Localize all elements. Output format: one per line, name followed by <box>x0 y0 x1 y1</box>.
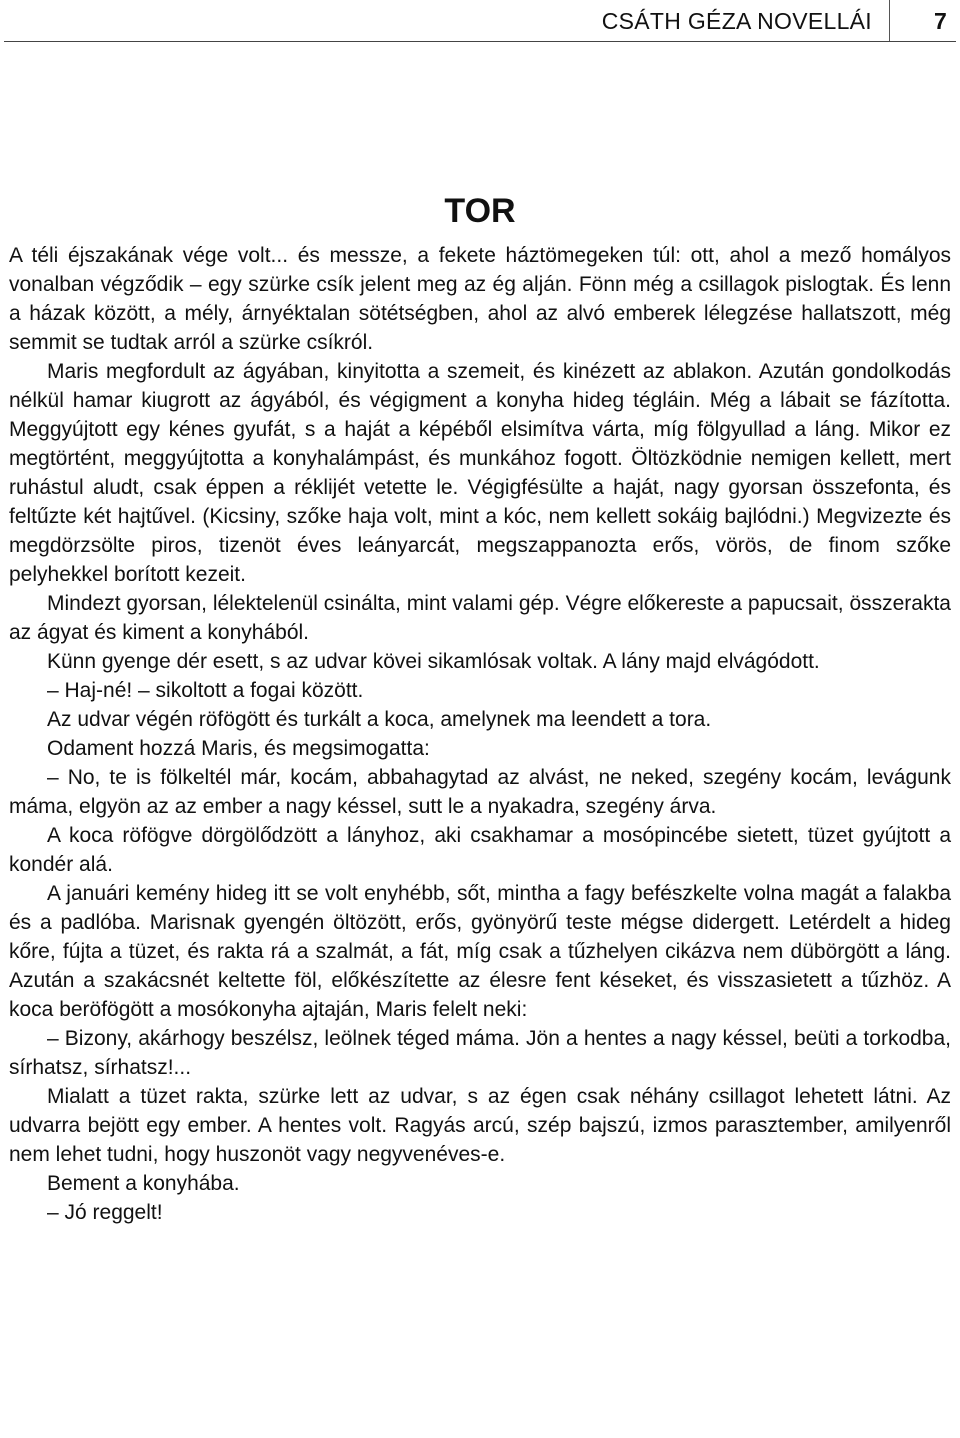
dialogue-line: – Haj-né! – sikoltott a fogai között. <box>47 679 364 702</box>
paragraph: Mialatt a tüzet rakta, szürke lett az udvar, s az égen csak néhány csillagot lehetett látni. Az udvarra bejött egy ember. A hentes volt. Ragyás arcú, szép bajszú, izmos parasztember, amilyenről nem lehet tudni, hogy huszonöt vagy negyvenéves-e. <box>9 1085 951 1166</box>
paragraph: Maris megfordult az ágyában, kinyitotta a szemeit, és kinézett az ablakon. Azután gondolkodás nélkül hamar kiugrott az ágyából, és végigment a konyha hideg tégláin. Még a lábait se fázította. Meggyújtott egy kénes gyufát, s a haját a képéből elsimítva várta, míg fölgyullad a láng. Mikor ez megtörtént, meggyújtotta a konyhalámpást, és munkához fogott. Öltözködnie nemigen kellett, mert ruhástul aludt, csak éppen a réklijét vetette le. Végigfésülte a haját, nagy gyorsan összefonta, és feltűzte két hajtűvel. (Kicsiny, szőke haja volt, mint a kóc, nem kellett sokáig bajlódni.) Megvizezte és megdörzsölte piros, tizenöt éves leányarcát, megszappanozta erős, vörös, de finom szőke pelyhekkel borított kezeit. <box>9 360 951 586</box>
paragraph: A januári kemény hideg itt se volt enyhébb, sőt, mintha a fagy befészkelte volna magát a falakba és a padlóba. Marisnak gyengén öltözött, erős, gyönyörű teste mégse didergett. Letérdelt a hideg kőre, fújta a tüzet, és rakta rá a szalmát, a fát, míg csak a tűzhelyen cikázva nem dübörgött a láng. Azután a szakácsnét keltette föl, előkészítette az élesre fent késeket, és visszasietett a tűzhöz. A koca beröfögött a mosókonyha ajtaján, Maris felelt neki: <box>9 882 951 1021</box>
running-header <box>0 0 960 44</box>
paragraph: A téli éjszakának vége volt... és messze, a fekete háztömegeken túl: ott, ahol a mező homályos vonalban végződik – egy szürke csík jelent meg az ég alján. Fönn még a csillagok pislogtak. És lenn a házak között, a mély, árnyéktalan sötétségben, ahol az alvó emberek lélegzése hallatszott, még semmit se tudtak arról a szürke csíkról. <box>9 244 951 354</box>
paragraph: A koca röfögve dörgölődzött a lányhoz, aki csakhamar a mosópincébe sietett, tüzet gyújtott a kondér alá. <box>9 824 951 876</box>
story-text <box>9 241 951 1227</box>
dialogue-line: – No, te is fölkeltél már, kocám, abbahagytad az alvást, ne neked, szegény kocám, levágunk máma, elgyön az az ember a nagy késsel, sutt le a nyakadra, szegény árva. <box>9 766 951 818</box>
header-separator <box>889 0 890 42</box>
dialogue-line: – Bizony, akárhogy beszélsz, leölnek téged máma. Jön a hentes a nagy késsel, beüti a torkodba, sírhatsz, sírhatsz!... <box>9 1027 951 1079</box>
page-number: 7 <box>934 8 947 34</box>
running-title: CSÁTH GÉZA NOVELLÁI <box>601 8 872 34</box>
header-rule <box>4 41 956 42</box>
paragraph: Bement a konyhába. <box>47 1172 240 1195</box>
story-title: TOR <box>444 191 516 230</box>
paragraph: Mindezt gyorsan, lélektelenül csinálta, mint valami gép. Végre előkereste a papucsait, összerakta az ágyat és kiment a konyhából. <box>9 592 951 644</box>
dialogue-line: – Jó reggelt! <box>47 1201 163 1224</box>
paragraph: Künn gyenge dér esett, s az udvar kövei sikamlósak voltak. A lány majd elvágódott. <box>47 650 820 673</box>
paragraph: Odament hozzá Maris, és megsimogatta: <box>47 737 430 760</box>
paragraph: Az udvar végén röfögött és turkált a koca, amelynek ma leendett a tora. <box>47 708 712 731</box>
